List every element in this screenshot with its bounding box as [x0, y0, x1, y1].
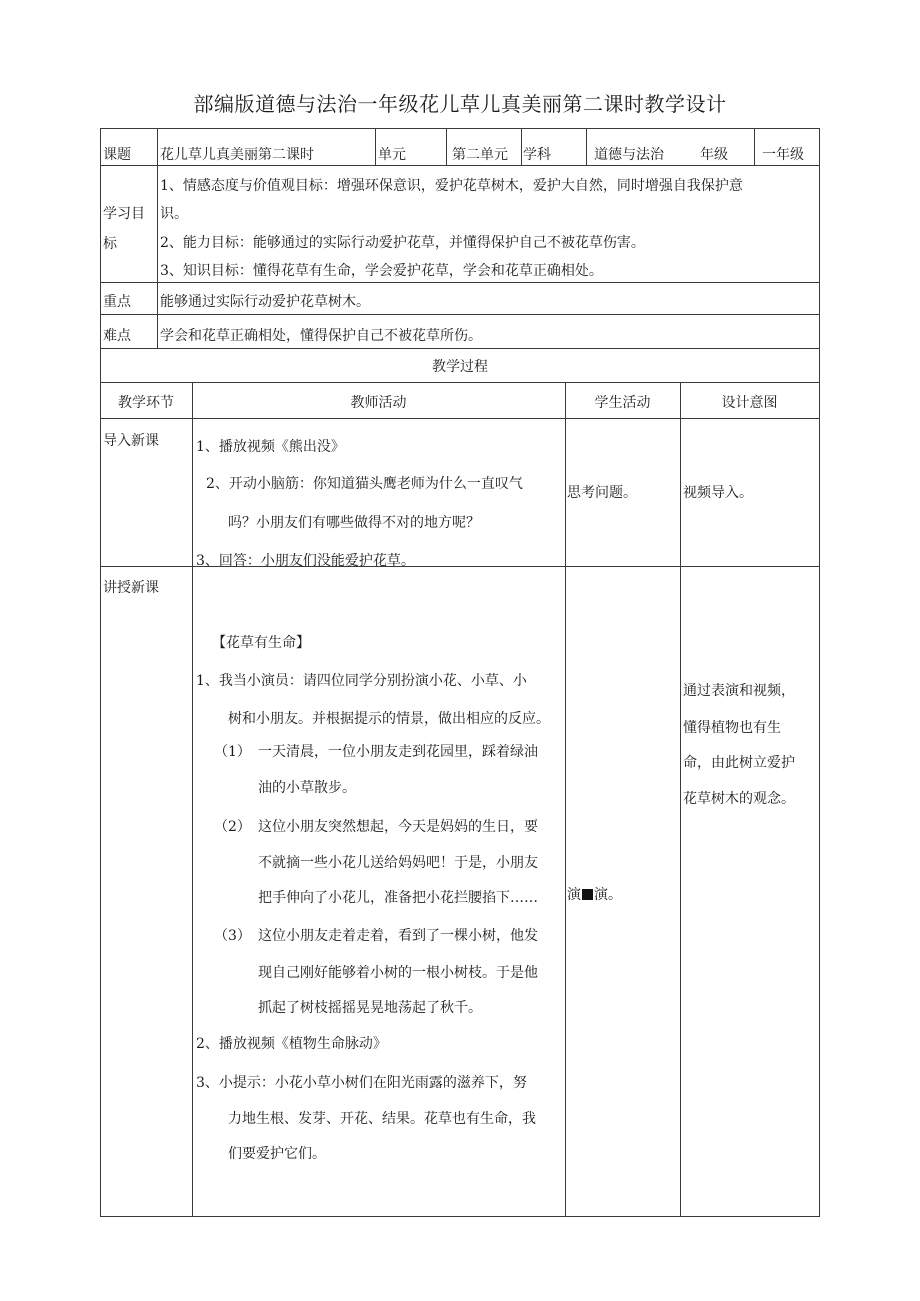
lecture-teacher-line: 2、播放视频《植物生命脉动》 [196, 1036, 387, 1052]
lecture-student [567, 884, 622, 904]
square-glyph-icon [582, 889, 593, 900]
lecture-teacher-line: （2） [214, 819, 251, 835]
lecture-intent-line: 懂得植物也有生 [683, 720, 781, 736]
lecture-teacher-line: 1、我当小演员：请四位同学分别扮演小花、小草、小 [196, 673, 527, 689]
table-border-left [100, 128, 101, 1217]
row-divider [100, 382, 820, 383]
difficulty-label: 难点 [103, 328, 131, 344]
lecture-section-title: 【花草有生命】 [212, 635, 310, 651]
intro-teacher-line: 吗？小朋友们有哪些做得不对的地方呢？ [228, 515, 480, 531]
col-divider [565, 382, 566, 1217]
lecture-intent-line: 通过表演和视频， [683, 683, 795, 699]
objective-3: 3、知识目标：懂得花草有生命，学会爱护花草，学会和花草正确相处。 [160, 263, 603, 279]
topic-label: 课题 [103, 147, 131, 163]
col-divider [192, 382, 193, 1217]
subject-value: 道德与法治 [594, 147, 664, 163]
row-divider [100, 314, 820, 315]
lecture-teacher-line: 把手伸向了小花儿，准备把小花拦腰掐下…… [258, 890, 538, 906]
lecture-teacher-line: 树和小朋友。并根据提示的情景，做出相应的反应。 [228, 711, 550, 727]
table-border-top [100, 128, 820, 129]
document-title: 部编版道德与法治一年级花儿草儿真美丽第二课时教学设计 [193, 92, 727, 116]
intro-stage: 导入新课 [103, 433, 159, 449]
lecture-student-prefix: 演 [567, 887, 581, 903]
row-divider [100, 165, 820, 166]
col-divider [680, 382, 681, 1217]
table-border-right [819, 128, 820, 1217]
intro-teacher-line: 2、开动小脑筋：你知道猫头鹰老师为什么一直叹气 [206, 476, 523, 492]
objectives-label-cont: 标 [103, 236, 117, 252]
col-divider [157, 128, 158, 348]
lecture-stage: 讲授新课 [103, 580, 159, 596]
col-divider [754, 128, 755, 165]
lecture-teacher-line: 3、小提示：小花小草小树们在阳光雨露的滋养下，努 [196, 1075, 527, 1091]
difficulty-text: 学会和花草正确相处，懂得保护自己不被花草所伤。 [160, 328, 482, 344]
lecture-teacher-line: 油的小草散步。 [258, 780, 356, 796]
process-title: 教学过程 [432, 359, 488, 375]
row-divider [100, 282, 820, 283]
lecture-teacher-line: （3） [214, 928, 251, 944]
col-divider [446, 128, 447, 165]
intro-teacher-line: 1、播放视频《熊出没》 [196, 439, 345, 455]
unit-value: 第二单元 [452, 147, 508, 163]
header-intent: 设计意图 [721, 395, 778, 411]
objective-2: 2、能力目标：能够通过的实际行动爱护花草，并懂得保护自己不被花草伤害。 [160, 235, 645, 251]
lecture-teacher-line: 这位小朋友走着走着，看到了一棵小树，他发 [258, 928, 538, 944]
objective-1-cont: 识。 [160, 206, 188, 222]
intro-student: 思考问题。 [567, 485, 637, 501]
intro-teacher-line: 3、回答：小朋友们没能爱护花草。 [196, 553, 415, 569]
header-stage: 教学环节 [118, 395, 174, 411]
lecture-teacher-line: 们要爱护它们。 [228, 1146, 326, 1162]
col-divider [586, 128, 587, 165]
lecture-teacher-line: 力地生根、发芽、开花、结果。花草也有生命，我 [228, 1111, 536, 1127]
row-divider [100, 348, 820, 349]
lecture-teacher-line: 现自己刚好能够着小树的一根小树枝。于是他 [258, 965, 538, 981]
lecture-intent-line: 命，由此树立爱护 [683, 755, 795, 771]
objective-1: 1、情感态度与价值观目标：增强环保意识，爱护花草树木，爱护大自然，同时增强自我保护意 [160, 178, 743, 194]
grade-label: 年级 [700, 147, 728, 163]
header-teacher: 教师活动 [350, 395, 407, 411]
objectives-label: 学习目 [103, 206, 145, 222]
intro-intent: 视频导入。 [683, 485, 753, 501]
row-divider [100, 418, 820, 419]
lecture-teacher-line: 这位小朋友突然想起，今天是妈妈的生日，要 [258, 819, 538, 835]
lecture-teacher-line: 一天清晨，一位小朋友走到花园里，踩着绿油 [258, 744, 538, 760]
lecture-student-suffix: 演。 [594, 887, 622, 903]
subject-label: 学科 [523, 147, 551, 163]
topic-value: 花儿草儿真美丽第二课时 [160, 147, 314, 163]
key-point-label: 重点 [103, 294, 131, 310]
lecture-teacher-line: 不就摘一些小花儿送给妈妈吧！于是，小朋友 [258, 855, 538, 871]
lecture-intent-line: 花草树木的观念。 [683, 791, 795, 807]
lecture-teacher-line: 抓起了树枝摇摇晃晃地荡起了秋千。 [258, 1000, 482, 1016]
grade-value: 一年级 [762, 147, 804, 163]
lecture-teacher-line: （1） [214, 744, 251, 760]
key-point-text: 能够通过实际行动爱护花草树木。 [160, 294, 370, 310]
col-divider [521, 128, 522, 165]
header-student: 学生活动 [594, 395, 651, 411]
table-border-bottom [100, 1216, 820, 1217]
unit-label: 单元 [378, 147, 406, 163]
col-divider [375, 128, 376, 165]
